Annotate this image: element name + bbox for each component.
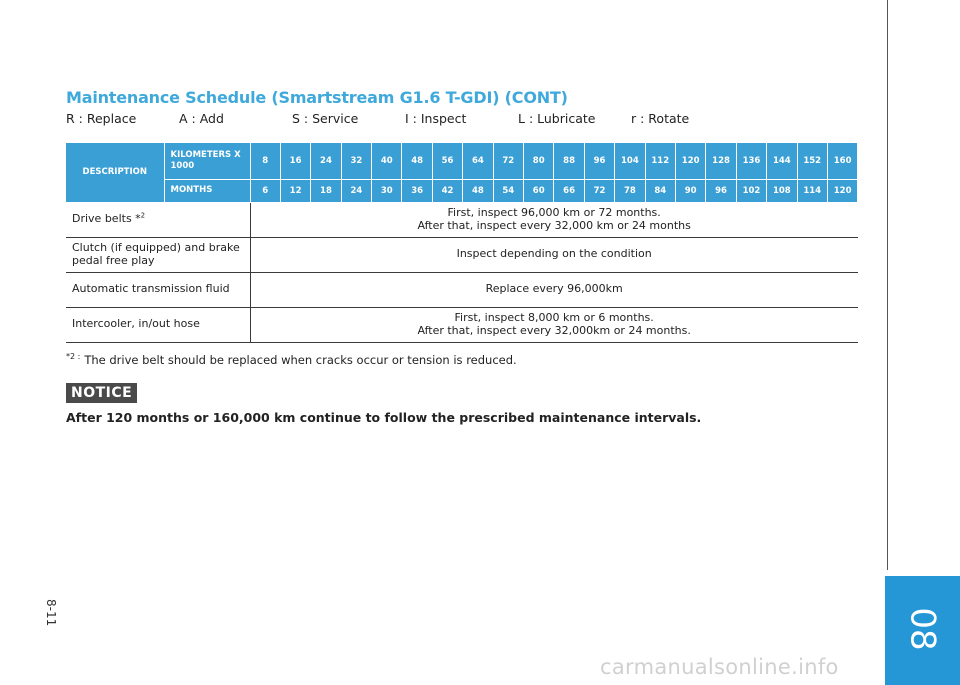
km-cell: 128 xyxy=(706,143,736,179)
description-header: DESCRIPTION xyxy=(66,143,164,202)
month-cell: 18 xyxy=(311,179,341,202)
km-cell: 32 xyxy=(341,143,371,179)
km-cell: 64 xyxy=(463,143,493,179)
chapter-number: 08 xyxy=(902,607,943,651)
km-cell: 144 xyxy=(767,143,797,179)
legend-rotate: r : Rotate xyxy=(631,111,690,126)
row-label-line: Clutch (if equipped) and brake xyxy=(72,241,240,254)
month-cell: 114 xyxy=(797,179,827,202)
row-label-text: Drive belts * xyxy=(72,212,141,226)
row-value xyxy=(250,237,858,272)
month-cell: 78 xyxy=(615,179,645,202)
watermark: carmanualsonline.info xyxy=(600,655,839,679)
table-row xyxy=(66,272,858,307)
km-cell: 8 xyxy=(250,143,280,179)
table-row xyxy=(66,202,858,237)
km-cell: 72 xyxy=(493,143,523,179)
month-cell: 96 xyxy=(706,179,736,202)
km-cell: 40 xyxy=(372,143,402,179)
notice-text: After 120 months or 160,000 km continue to follow the prescribed maintenance intervals. xyxy=(66,410,702,425)
month-cell: 90 xyxy=(675,179,705,202)
km-cell: 104 xyxy=(615,143,645,179)
km-cell: 24 xyxy=(311,143,341,179)
side-divider xyxy=(887,0,888,570)
month-cell: 54 xyxy=(493,179,523,202)
row-value-line: Replace every 96,000km xyxy=(485,282,623,296)
month-cell: 30 xyxy=(372,179,402,202)
months-label: MONTHS xyxy=(164,179,250,202)
notice-badge: NOTICE xyxy=(66,383,137,403)
month-cell: 84 xyxy=(645,179,675,202)
footnote-mark: *2 : xyxy=(66,352,81,361)
row-label-transmission-fluid: Automatic transmission fluid xyxy=(66,272,250,307)
row-value-line: After that, inspect every 32,000km or 24 months. xyxy=(417,323,691,337)
month-cell: 60 xyxy=(524,179,554,202)
row-value xyxy=(250,202,858,237)
km-cell: 56 xyxy=(432,143,462,179)
table-row xyxy=(66,237,858,272)
km-cell: 120 xyxy=(675,143,705,179)
row-value-line: First, inspect 8,000 km or 6 months. xyxy=(454,311,654,324)
km-cell: 152 xyxy=(797,143,827,179)
row-value-line: After that, inspect every 32,000 km or 24 months xyxy=(417,218,691,232)
table-row xyxy=(66,307,858,342)
km-cell: 88 xyxy=(554,143,584,179)
row-value xyxy=(250,307,858,342)
row-value-line: Inspect depending on the condition xyxy=(456,247,652,261)
month-cell: 24 xyxy=(341,179,371,202)
month-cell: 6 xyxy=(250,179,280,202)
maintenance-schedule-table xyxy=(66,143,858,343)
legend-replace: R : Replace xyxy=(66,111,137,126)
row-label-drive-belts xyxy=(66,202,250,237)
row-label-intercooler: Intercooler, in/out hose xyxy=(66,307,250,342)
month-cell: 108 xyxy=(767,179,797,202)
chapter-tab xyxy=(885,576,960,685)
km-cell: 112 xyxy=(645,143,675,179)
month-cell: 12 xyxy=(280,179,310,202)
row-value xyxy=(250,272,858,307)
legend xyxy=(66,111,766,129)
kilometers-label: KILOMETERS X 1000 xyxy=(164,143,250,179)
month-cell: 72 xyxy=(584,179,614,202)
legend-add: A : Add xyxy=(179,111,224,126)
legend-inspect: I : Inspect xyxy=(405,111,467,126)
footnote-ref: 2 xyxy=(140,211,146,220)
footnote-text: The drive belt should be replaced when cracks occur or tension is reduced. xyxy=(84,352,517,367)
page-title: Maintenance Schedule (Smartstream G1.6 T-GDI) (CONT) xyxy=(66,88,568,107)
page-number: 8-11 xyxy=(44,599,58,627)
footnote xyxy=(66,352,517,367)
month-cell: 48 xyxy=(463,179,493,202)
km-cell: 80 xyxy=(524,143,554,179)
months-header-row xyxy=(66,179,858,202)
month-cell: 66 xyxy=(554,179,584,202)
row-value-line: First, inspect 96,000 km or 72 months. xyxy=(447,206,661,219)
km-cell: 96 xyxy=(584,143,614,179)
legend-lubricate: L : Lubricate xyxy=(518,111,596,126)
legend-service: S : Service xyxy=(292,111,359,126)
month-cell: 36 xyxy=(402,179,432,202)
km-cell: 160 xyxy=(827,143,857,179)
month-cell: 102 xyxy=(736,179,766,202)
km-cell: 48 xyxy=(402,143,432,179)
month-cell: 42 xyxy=(432,179,462,202)
kilometers-header-row xyxy=(66,143,858,179)
row-label-clutch xyxy=(66,237,250,272)
row-label-line: pedal free play xyxy=(72,253,155,267)
km-cell: 16 xyxy=(280,143,310,179)
month-cell: 120 xyxy=(827,179,857,202)
km-cell: 136 xyxy=(736,143,766,179)
